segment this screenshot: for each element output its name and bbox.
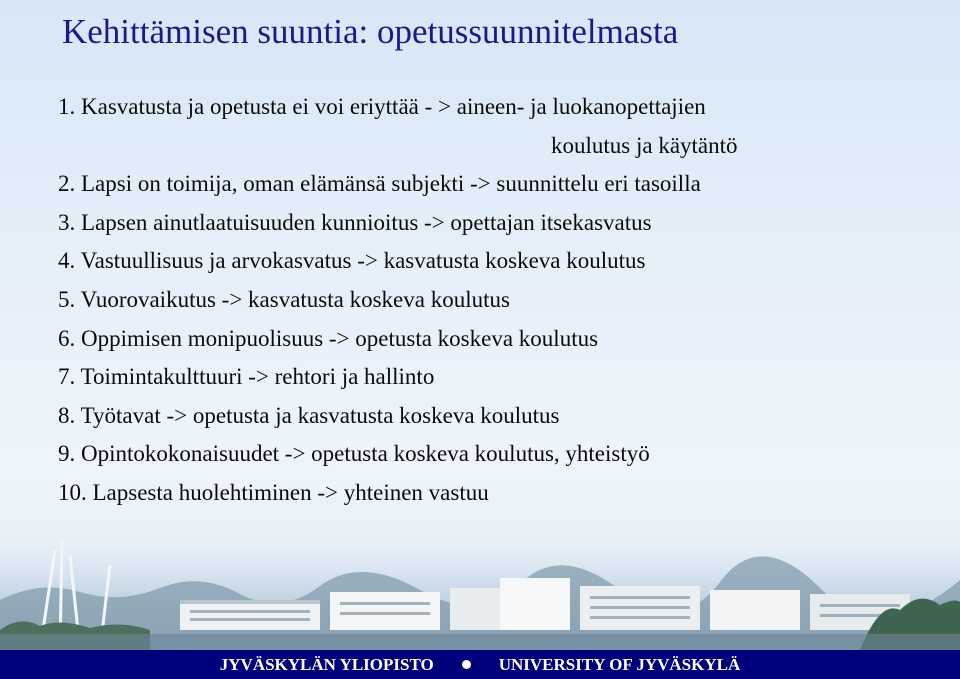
footer-bar <box>0 650 960 679</box>
footer-separator-dot <box>462 660 471 669</box>
list-item-2: 2. Lapsi on toimija, oman elämänsä subjekti -> suunnittelu eri tasoilla <box>58 171 701 197</box>
list-item-8: 8. Työtavat -> opetusta ja kasvatusta koskeva koulutus <box>58 402 560 428</box>
list-item-1-continuation: koulutus ja käytäntö <box>551 132 738 158</box>
campus-panorama-image <box>0 530 960 650</box>
footer-university-finnish: JYVÄSKYLÄN YLIOPISTO <box>219 654 434 674</box>
footer-university-english: UNIVERSITY OF JYVÄSKYLÄ <box>498 654 741 674</box>
list-item-3: 3. Lapsen ainutlaatuisuuden kunnioitus -> opettajan itsekasvatus <box>58 209 652 235</box>
list-item-6: 6. Oppimisen monipuolisuus -> opetusta koskeva koulutus <box>58 325 599 351</box>
item-list <box>58 88 938 513</box>
list-item-9: 9. Opintokokonaisuudet -> opetusta koskeva koulutus, yhteistyö <box>58 441 650 467</box>
list-item-5: 5. Vuorovaikutus -> kasvatusta koskeva koulutus <box>58 286 510 312</box>
list-item-10: 10. Lapsesta huolehtiminen -> yhteinen vastuu <box>58 479 489 505</box>
list-item-7: 7. Toimintakulttuuri -> rehtori ja hallinto <box>58 364 435 390</box>
list-item-4: 4. Vastuullisuus ja arvokasvatus -> kasvatusta koskeva koulutus <box>58 248 646 274</box>
list-item-1: 1. Kasvatusta ja opetusta ei voi eriyttää - > aineen- ja luokanopettajien <box>58 94 706 119</box>
slide-title: Kehittämisen suuntia: opetussuunnitelmasta <box>62 12 679 51</box>
